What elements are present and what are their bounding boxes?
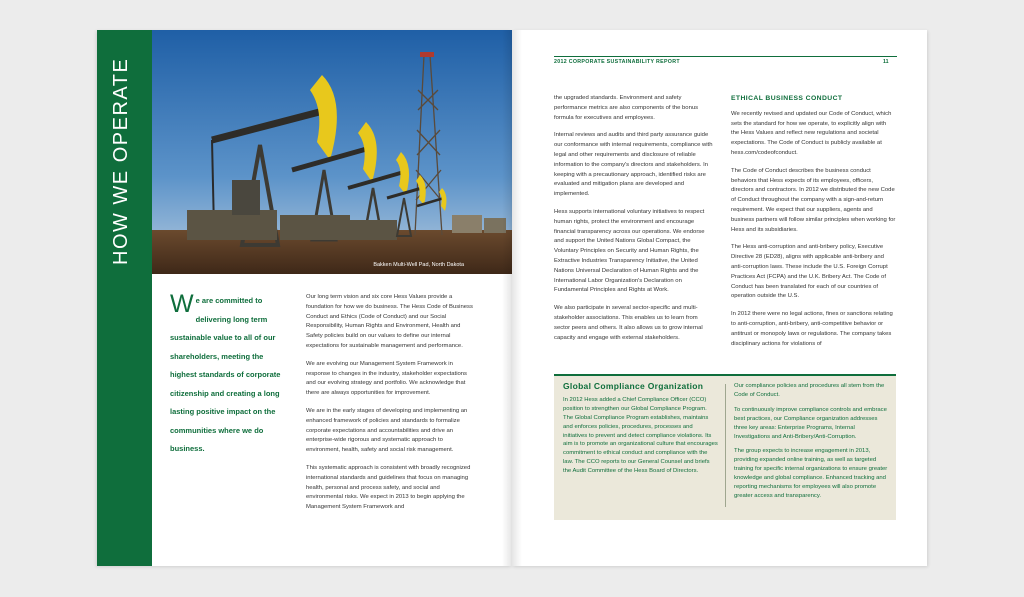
box-paragraph: The group expects to increase engagement in 2013, providing expanded online training, as well as targeted training for specific internal organizations to ensure greater knowledge and global compliance. Enhanced tracking and reporting mechanisms for employees will also promote greater access and transparency. [734, 448, 888, 499]
box-paragraph: To continuously improve compliance controls and embrace best practices, our Compliance organization addresses three key areas: Enterprise Programs, Internal Investigations and Anti-Bribery/Anti-Corruption. [734, 406, 887, 440]
photo-caption: Bakken Multi-Well Pad, North Dakota [373, 262, 464, 268]
drop-cap: W [170, 290, 194, 318]
body-paragraph: We recently revised and updated our Code of Conduct, which sets the standard for how we operate, to explicitly align with the Hess Values and reflect new regulations and societal expectations. The Code of Conduct is publicly available at hess.com/codeofconduct. [731, 110, 892, 156]
box-top-rule [554, 374, 896, 376]
box-paragraph: In 2012 Hess added a Chief Compliance Officer (CCO) position to strengthen our Global Compliance Program. The Global Compliance Program establishes, maintains and enforces policies, procedures, processes and initiatives to prevent and detect compliance violations. Its aim is to promote an organizational culture that encourages commitment to ethical conduct and compliance with the law. The CCO reports to our General Counsel and briefs the Audit Committee of the Hess Board of Directors. [563, 396, 718, 475]
page-number: 11 [883, 59, 889, 65]
compliance-sidebar-box [554, 374, 896, 520]
right-body-column-2 [731, 94, 896, 357]
brochure-spread [97, 30, 927, 566]
body-paragraph: We are in the early stages of developing and implementing an enhanced framework of policies and standards to formalize corporate expectations and accountabilities and drive an enterprise-wide rigorous and systematic approach to environment, health, safety and social risk management. [306, 407, 468, 454]
body-paragraph: The Code of Conduct describes the business conduct behaviors that Hess expects of its employees, officers, directors and contractors. In 2012 we distributed the new Code of Conduct throughout the company with a sign-and-return requirement. We expect that our suppliers, agents and business partners will follow similar principles when working for Hess and its subsidiaries. [731, 167, 896, 233]
left-body-column [306, 293, 476, 521]
intro-text: e are committed to delivering long term sustainable value to all of our shareholders, meeting the highest standards of corporate citizenship and creating a long lasting positive impact on the communities where we do business. [170, 296, 281, 453]
body-paragraph: This systematic approach is consistent with broadly recognized international standards and guidelines that focus on managing health, personal and process safety, and social and environmental risks. We expect in 2013 to begin applying the Management System Framework and [306, 464, 471, 511]
box-divider [725, 384, 726, 507]
intro-statement [170, 292, 285, 459]
oil-pumpjacks-photo [152, 30, 512, 274]
ethical-conduct-heading: ETHICAL BUSINESS CONDUCT [731, 95, 843, 102]
body-paragraph: the upgraded standards. Environment and safety performance metrics are also components of the bonus formula for executives and employees. [554, 95, 699, 121]
running-header: 2012 CORPORATE SUSTAINABILITY REPORT [554, 59, 680, 65]
right-page [512, 30, 927, 566]
box-right-column [734, 382, 889, 507]
body-paragraph: We also participate in several sector-specific and multi-stakeholder associations. This enables us to learn from sector peers and others. It also allows us to grow internal capacity and engage with external stakeholders. [554, 305, 703, 341]
box-title: Global Compliance Organization [563, 381, 704, 391]
body-paragraph: We are evolving our Management System Framework in response to changes in the industry, stakeholder expectations and our evolving strategy and portfolio. We acknowledge that there are always opportunities for improvement. [306, 360, 467, 397]
body-paragraph: Our long term vision and six core Hess Values provide a foundation for how we do business. The Hess Code of Business Conduct and Ethics (Code of Conduct) and our Social Responsibility, Human Rights and Environment, Health and Safety policies build on our values to define our internal expectations for sustainable management and performance. [306, 294, 473, 349]
left-page [97, 30, 512, 566]
body-paragraph: Hess supports international voluntary initiatives to respect human rights, protect the environment and encourage financial transparency across our operations. We endorse and support the United Nations Global Compact, the Voluntary Principles on Security and Human Rights, the Extractive Industries Transparency Initiative, the United Nations Universal Declaration of Human Rights and the International Labor Organization's Declaration on Fundamental Principles and Rights at Work. [554, 208, 705, 294]
box-paragraph: Our compliance policies and procedures all stem from the Code of Conduct. [734, 383, 885, 398]
section-title-vertical: HOW WE OPERATE [110, 57, 132, 265]
body-paragraph: The Hess anti-corruption and anti-bribery policy, Executive Directive 28 (ED28), aligns with applicable anti-bribery and anti-corruption laws. These include the U.S. Foreign Corrupt Practices Act (FCPA) and the U.K. Bribery Act. The Code of Conduct has been translated for each of our countries of operation outside the U.S. [731, 244, 888, 300]
body-paragraph: Internal reviews and audits and third party assurance guide our conformance with internal requirements, compliance with legal and other requirements and disclosure of reliable information to the company's directors and stakeholders. In keeping with a precautionary approach, identified risks are evaluated and mitigation plans are developed and implemented. [554, 132, 713, 198]
right-body-column-1 [554, 94, 714, 351]
box-left-column [563, 382, 718, 482]
body-paragraph: In 2012 there were no legal actions, fines or sanctions relating to anti-corruption, anti-bribery, anti-competitive behavior or antitrust or monopoly laws or regulations. The company takes disciplinary actions for violations of [731, 311, 893, 347]
header-rule [554, 56, 897, 57]
